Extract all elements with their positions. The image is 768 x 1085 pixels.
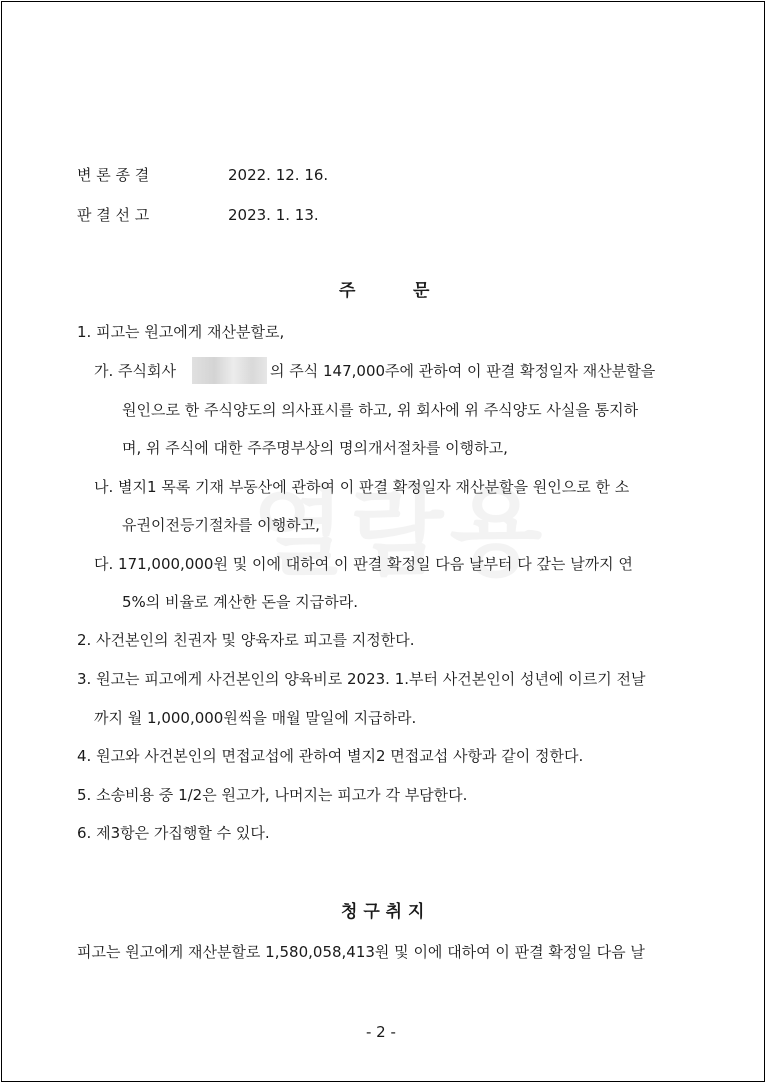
verdict-date: 2023. 1. 13.: [228, 206, 319, 224]
order-item-3-line2: 까지 월 1,000,000원씩을 매월 말일에 지급하라.: [94, 709, 417, 727]
order-item-1-na-line2: 유권이전등기절차를 이행하고,: [122, 516, 320, 534]
order-item-2: 2. 사건본인의 친권자 및 양육자로 피고를 지정한다.: [77, 631, 415, 649]
order-item-1-na-line1: 나. 별지1 목록 기재 부동산에 관하여 이 판결 확정일자 재산분할을 원인으로 한 소: [94, 478, 630, 496]
claim-line-1: 피고는 원고에게 재산분할로 1,580,058,413원 및 이에 대하여 이 판결 확정일 다음 날: [77, 943, 645, 961]
order-heading-right: 문: [413, 281, 430, 301]
redacted-company-name: [192, 357, 267, 384]
order-item-6: 6. 제3항은 가집행할 수 있다.: [77, 824, 270, 842]
claim-heading: 청 구 취 지: [341, 902, 425, 922]
order-item-1: 1. 피고는 원고에게 재산분할로,: [77, 323, 285, 341]
order-item-1-da-line2: 5%의 비율로 계산한 돈을 지급하라.: [122, 593, 359, 611]
order-item-1-da-line1: 다. 171,000,000원 및 이에 대하여 이 판결 확정일 다음 날부터 다 갚는 날까지 연: [94, 555, 633, 573]
order-item-4: 4. 원고와 사건본인의 면접교섭에 관하여 별지2 면접교섭 사항과 같이 정한다.: [77, 747, 584, 765]
order-item-1-ga-line3: 며, 위 주식에 대한 주주명부상의 명의개서절차를 이행하고,: [122, 439, 508, 457]
page-number: - 2 -: [366, 1023, 396, 1041]
order-item-3-line1: 3. 원고는 피고에게 사건본인의 양육비로 2023. 1.부터 사건본인이 성년에 이르기 전날: [77, 670, 646, 688]
order-item-5: 5. 소송비용 중 1/2은 원고가, 나머지는 피고가 각 부담한다.: [77, 786, 468, 804]
order-item-1-ga-line2: 원인으로 한 주식양도의 의사표시를 하고, 위 회사에 위 주식양도 사실을 통지하: [122, 401, 639, 419]
verdict-label: 판 결 선 고: [77, 206, 150, 224]
order-item-1-ga-prefix: 가. 주식회사: [94, 362, 176, 380]
document-page: [1, 1, 765, 1082]
order-heading-left: 주: [339, 281, 356, 301]
closing-label: 변 론 종 결: [77, 166, 150, 184]
order-item-1-ga-rest: 의 주식 147,000주에 관하여 이 판결 확정일자 재산분할을: [270, 362, 656, 380]
closing-date: 2022. 12. 16.: [228, 166, 329, 184]
